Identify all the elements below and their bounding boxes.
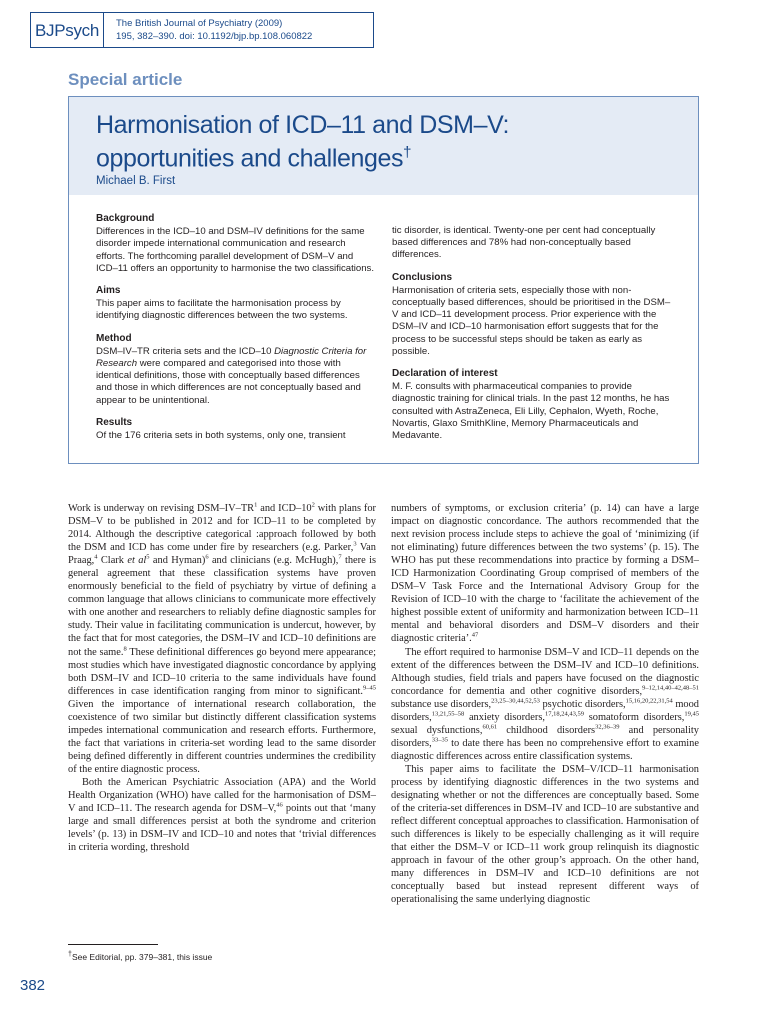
title-abstract-box: [68, 96, 699, 464]
citation-line: 195, 382–390. doi: 10.1192/bjp.bp.108.060822: [116, 31, 313, 42]
aims-text: This paper aims to facilitate the harmonisation process by identifying diagnostic differences between the two systems.: [96, 298, 348, 322]
section-label: Special article: [68, 70, 183, 89]
body-right-column: [391, 502, 699, 906]
title-dagger: †: [403, 144, 412, 161]
footnote-divider: [68, 944, 158, 945]
results-text-end: tic disorder, is identical. Twenty-one per cent had conceptually based differences and 78% had non-conceptually based differences.: [392, 225, 656, 261]
journal-line: The British Journal of Psychiatry (2009): [116, 18, 283, 29]
method-text-part-2: were compared and categorised into those with identical definitions, those with conceptually based differences and those in which differences are not conceptually based and appear to be unintentional.: [96, 358, 361, 406]
conclusions-text: Harmonisation of criteria sets, especially those with non-conceptually based differences, should be prioritised in the DSM–V and ICD–11 development process. Prior experience with the DSM–IV and ICD–10 harmonisation effort suggests that for the process to be successful steps should be taken as early as possible.: [392, 284, 671, 357]
declaration-heading: Declaration of interest: [392, 368, 498, 380]
author-name: Michael B. First: [96, 175, 176, 187]
background-text: Differences in the ICD–10 and DSM–IV definitions for the same disorder impede international communication and research efforts. The forthcoming parallel development of DSM–V and ICD–11 offers an opportunity to harmonise the two classifications.: [96, 226, 375, 274]
body-paragraph-1: Work is underway on revising DSM–$IV-TR^1$ and ICD–$10^2$ with plans for DSM–V to be published in 2012 and for ICD–11 to be completed by 2014. Although the descriptive categorical :approach followed by both the DSM and ICD has come under fire by researchers (e.g. Parker,$^3$ Van Praag,$^4$ Clark et $al^5$ and Hyman)$^6$ and clinicians (e.g. McHugh),$^7$ there is general agreement that these classification systems have proven enormously beneficial to the field of psychiatry by virtue of defining a common language that allows clinicians to communicate more effectively with one another and researchers to reliably define diagnostic samples for study. Their value in facilitating communication is undercut, however, by the fact that for most categories, the DSM–IV and ICD–10 definitions are not the same.$^8$ These definitional differences go beyond mere appearance; most studies which have investigated diagnostic concordance by applying both DSM–IV and ICD–10 criteria to the same individuals have found differences in case identification ranging from minor to significant.$^{9-45}$ Given the importance of international research collaboration, the coexistence of two similar but distinctly different classification systems impedes international communication and research efforts. Furthermore, the fact that variations in criteria-set wording lead to the same disorder being defined differently in different countries undermines the credibility of the entire diagnostic process.: [68, 501, 377, 775]
results-text-start: Of the 176 criteria sets in both systems, only one, transient: [96, 430, 346, 442]
method-text-italic: Diagnostic Criteria for Research: [96, 345, 367, 370]
body-paragraph-2: Both the American Psychiatric Association (APA) and the World Health Organization (WHO) have called for the harmonisation of DSM–V and ICD–11. The research agenda for DSM–V,$^{46}$ points out that ‘many large and small differences persist at both the syndrome and criterion levels’ (p. 13) in DSM–IV and ICD–10 and notes that ‘trivial differences in criteria wording, threshold: [68, 776, 376, 854]
abstract-right-column: [392, 225, 672, 452]
body-paragraph-4: The effort required to harmonise DSM–V and ICD–11 depends on the extent of the differences between the DSM–IV and ICD–10 definitions. Although studies, field trials and papers have focused on the diagnostic concordance for dementia and other cognitive disorders,$^{9-12,14,40-42,48-51}$ substance use disorders,$^{23,25-30,44,52,53}$ psychotic disorders,$^{15,16,20,22,31,54}$ mood disorders,$^{13,21,55-58}$ anxiety disorders,$^{17,18,24,43,59}$ somatoform disorders,$^{19,45}$ sexual dysfunctions,$^{60,61}$ childhood disorders$^{32,36-39}$ and personality disorders,$^{33-35}$ to date there has been no comprehensive effort to examine diagnostic differences across entire classification systems.: [391, 646, 700, 762]
journal-logo: [30, 12, 104, 48]
conclusions-heading: Conclusions: [392, 271, 453, 283]
background-heading: Background: [96, 213, 155, 224]
article-title: [96, 111, 656, 172]
logo-bj-text: BJ: [34, 21, 55, 40]
method-text: [96, 346, 376, 407]
method-text-part-1: DSM–IV–TR criteria sets and the ICD–10: [96, 345, 275, 357]
body-left-column: [68, 502, 376, 854]
aims-heading: Aims: [96, 285, 121, 297]
footnote-text: See Editorial, pp. 379–381, this issue: [71, 951, 213, 962]
title-line-2: opportunities and challenges: [96, 144, 404, 173]
page-number: 382: [20, 977, 46, 994]
footnote: [68, 950, 212, 962]
citation-box: [104, 12, 374, 48]
method-heading: Method: [96, 332, 132, 344]
body-paragraph-3: numbers of symptoms, or exclusion criteria’ (p. 14) can have a large impact on diagnostic concordance. The authors recommended that the next revision process include steps to achieve the goal of ‘minimizing (if not eliminating) future differences between the two systems’ (p. 15). The WHO has put these recommendations into practice by forming a DSM–ICD Harmonization Coordinating Group comprised of members of the DSM–V Task Force and the International Advisory Group for the Revision of ICD–10 with the charge to ‘facilitate the achievement of the highest possible extent of uniformity and harmonization between ICD–11 mental and behavioral disorders and DSM–V disorders and their diagnostic criteria’.$^{47}$: [391, 503, 699, 645]
logo-psych-text: Psych: [54, 21, 100, 40]
results-heading: Results: [96, 416, 133, 428]
title-line-1: Harmonisation of ICD–11 and DSM–V:: [96, 111, 509, 139]
body-paragraph-5: This paper aims to facilitate the DSM–V/ICD–11 harmonisation process by identifying diagnostic differences in the two systems and designating whether or not the differences are conceptually based. Some of the criteria-set differences in DSM–IV and ICD–10 are substantive and reflect different conceptual approaches to classification. Harmonisation of such differences is likely to be especially challenging as it will require that either the DSM–V or ICD–11 work group relinquish its diagnostic approach in favour of the other group’s approach. On the other hand, many differences in DSM–IV and ICD–10 definitions are not conceptually based but instead represent different ways of operationalising the same underlying diagnostic: [391, 763, 699, 906]
declaration-text: M. F. consults with pharmaceutical companies to provide diagnostic training for clinical trials. In the past 12 months, he has consulted with AstraZeneca, Eli Lilly, Cephalon, Wyeth, Roche, Novartis, Glaxo SmithKline, Memory Pharmaceuticals and Medavante.: [392, 381, 670, 442]
abstract-left-column: [96, 213, 376, 452]
footnote-mark: †: [68, 950, 72, 958]
